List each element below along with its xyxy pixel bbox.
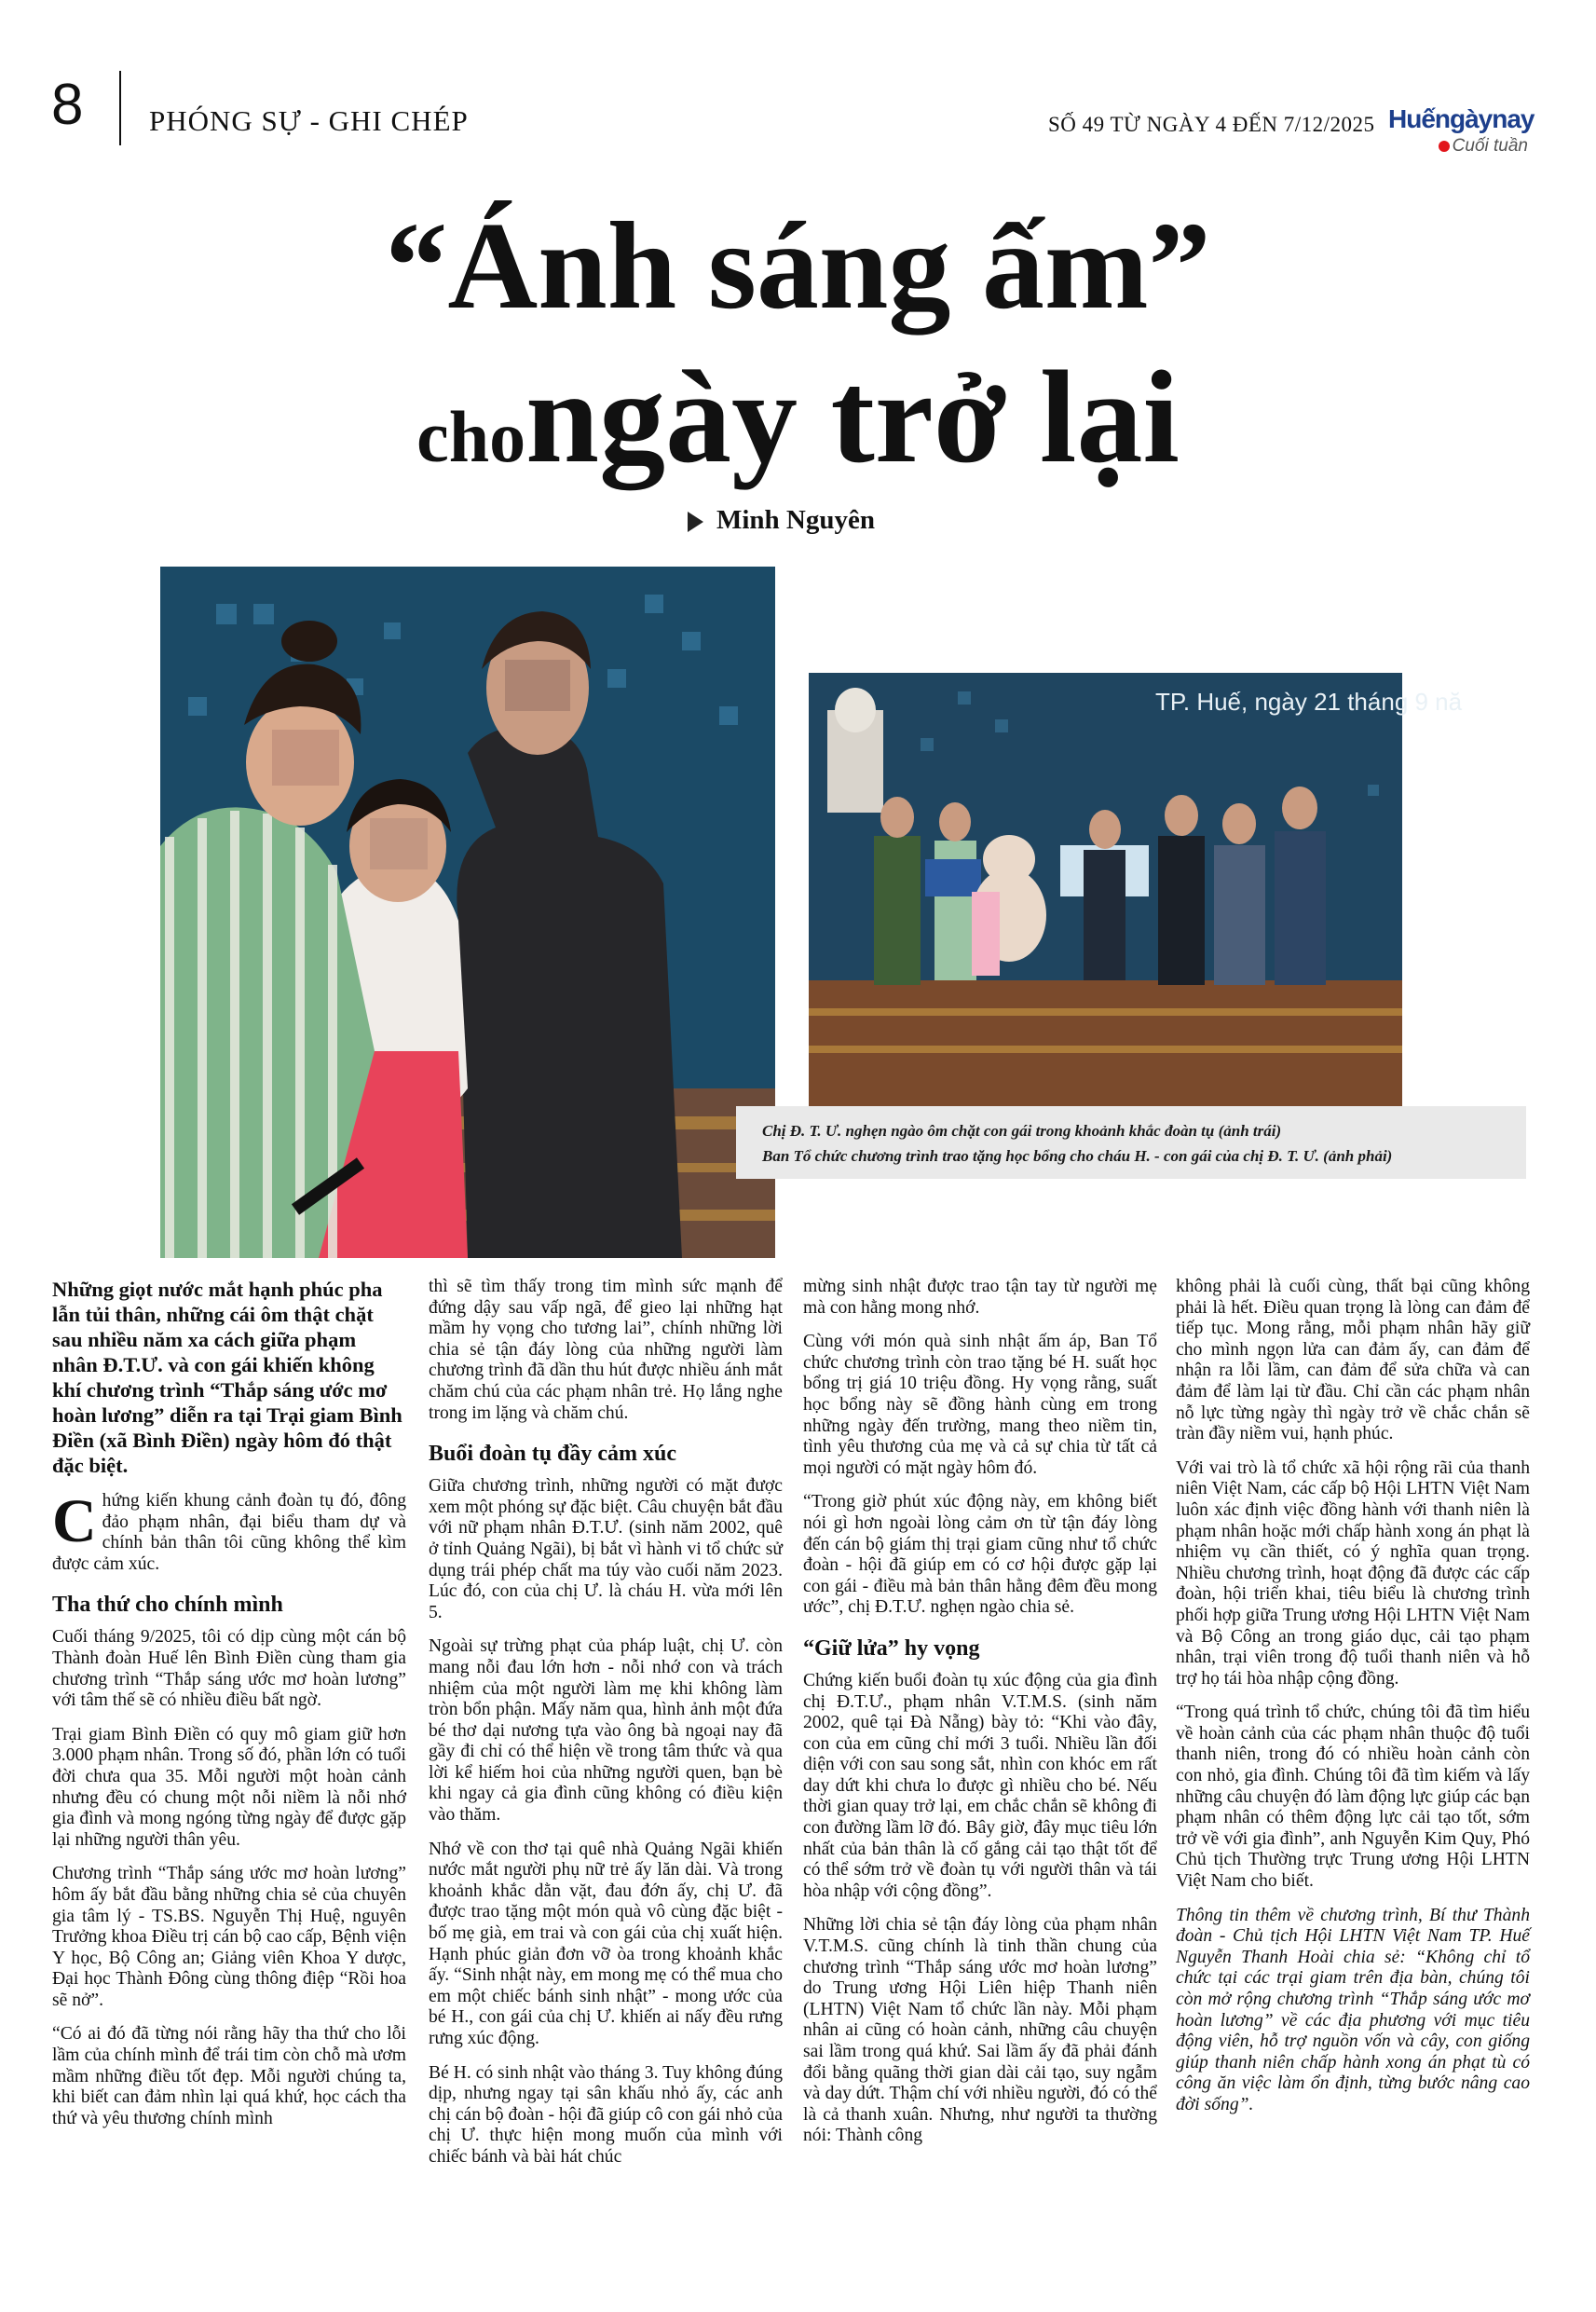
subheading: “Giữ lửa” hy vọng: [803, 1635, 980, 1661]
caption-line: Ban Tổ chức chương trình trao tặng học bổng cho cháu H. - con gái của chị Đ. T. Ư. (ảnh phải): [762, 1147, 1393, 1165]
paragraph: “Trong quá trình tổ chức, chúng tôi đã tìm hiểu về hoàn cảnh của các phạm nhân thuộc độ tuổi thanh niên, trong đó có nhiều hoàn cảnh còn con nhỏ, gia đình. Chúng tôi đã tìm kiếm và lấy những câu chuyện đó làm động lực giúp các bạn phạm nhân có thêm động lực cải tạo tốt, sớm trở về với gia đình”, anh Nguyễn Kim Quy, Phó Chủ tịch Thường trực Trung ương Hội LHTN Việt Nam cho biết.: [1176, 1703, 1530, 1892]
issue-info: SỐ 49 TỪ NGÀY 4 ĐẾN 7/12/2025: [1048, 113, 1375, 136]
header-divider: [119, 71, 121, 145]
title-big-words: ngày trở lại: [525, 343, 1180, 490]
paragraph: mừng sinh nhật được trao tận tay từ người mẹ mà con hằng mong nhớ.: [803, 1277, 1157, 1318]
article-title-line1: “Ánh sáng ấm”: [385, 197, 1211, 335]
photo-caption: [762, 1118, 1517, 1169]
column-3: [803, 1277, 1157, 2160]
paragraph: Chứng kiến buổi đoàn tụ xúc động của gia đình chị Đ.T.Ư., phạm nhân V.T.M.S. (sinh năm 2002, quê tại Đà Nẵng) bày tỏ: “Khi vào đây, con của em cũng chỉ mới 3 tuổi. Nhiều lần đối diện với con sau song sắt, nhìn con khóc em rất day dứt khi chưa lo được gì nhiều cho bé. Nếu thời gian quay trở lại, em chắc chắn sẽ không đi con đường lầm lỡ đó. Bây giờ, đây mục tiêu lớn nhất của bản thân là cố gắng cải tạo thật tốt để có thể sớm trở về đoàn tụ với người thân và tái hòa nhập với cộng đồng”.: [803, 1670, 1157, 1901]
author-name: Minh Nguyên: [716, 505, 876, 535]
masthead-logo: [1388, 104, 1535, 157]
photo-scholarship-graphic: [809, 673, 1463, 1106]
brand-dot-icon: [1439, 141, 1450, 152]
brand-sub: Cuối tuần: [1388, 136, 1528, 157]
article-title-line2: [0, 343, 1596, 507]
paragraph: không phải là cuối cùng, thất bại cũng không phải là hết. Điều quan trọng là lòng can đảm để tiếp tục. Mong rằng, mỗi phạm nhân hãy giữ cho mình ngọn lửa can đảm ấy, can đảm để nhận ra lỗi lầm, can đảm để sửa chữa và can đảm để làm lại từ đầu. Chỉ cần các phạm nhân nỗ lực từng ngày thì ngày trở về chắc chắn sẽ tràn đầy niềm vui, hạnh phúc.: [1176, 1277, 1530, 1444]
title-small-word: cho: [416, 396, 526, 477]
paragraph: Những lời chia sẻ tận đáy lòng của phạm nhân V.T.M.S. cũng chính là tinh thần chung của chương trình “Thắp sáng ước mơ hoàn lương” do Trung ương Hội Liên hiệp Thanh niên (LHTN) Việt Nam tổ chức lần này. Mỗi phạm nhân ai cũng có hoàn cảnh, những câu chuyện sai lầm trong quá khứ. Sai lầm ấy đã phải đánh đổi bằng quãng thời gian dài cải tạo, suy ngẫm và day dứt. Thậm chí với nhiều người, đó có thể là cả thanh xuân. Nhưng, như người ta thường nói: Thành công: [803, 1915, 1157, 2146]
byline: [688, 505, 875, 536]
section-label: PHÓNG SỰ - GHI CHÉP: [149, 104, 469, 137]
paragraph: Với vai trò là tổ chức xã hội rộng rãi của thanh niên Việt Nam, các cấp bộ Hội LHTN Việt Nam luôn xác định việc đồng hành với thanh niên là phạm nhân hoặc mới chấp hành xong án phạt là nhiệm vụ cần thiết, có ý nghĩa quan trọng. Nhiều chương trình, hoạt động đã được các cấp đoàn, hội triển khai, tiêu biểu là chương trình phối hợp giữa Trung ương Hội LHTN Việt Nam và Bộ Công an trong giáo dục, cải tạo phạm nhân, trại viên trong độ tuổi thanh niên và hỗ trợ họ tái hòa nhập cộng đồng.: [1176, 1457, 1530, 1689]
dropcap: C: [52, 1487, 97, 1555]
subheading: Buổi đoàn tụ đầy cảm xúc: [429, 1442, 677, 1467]
paragraph: Nhớ về con thơ tại quê nhà Quảng Ngãi khiến nước mắt người phụ nữ trẻ ấy lăn dài. Và trong khoảnh khắc dằn vặt, đau đớn ấy, chị Ư. đã được trao tặng một món quà vô cùng đặc biệt - bố mẹ già, em trai và con gái của chị xuất hiện. Hạnh phúc giản đơn vỡ òa trong khoảnh khắc ấy. “Sinh nhật này, em mong mẹ có thể mua cho em một chiếc bánh sinh nhật” - mong ước của bé H., con gái của chị Ư. khiến ai nấy đều rưng rưng xúc động.: [429, 1839, 783, 2048]
paragraph: Ngoài sự trừng phạt của pháp luật, chị Ư. còn mang nỗi đau lớn hơn - nỗi nhớ con và trách nhiệm của một người làm mẹ khi không làm tròn bổn phận. Mấy năm qua, hình ảnh một đứa bé thơ dại nương tựa vào ông bà ngoại nay đã gầy đi chỉ có thể hiện về trong tâm thức và qua lời kể hiếm hoi của những người quen, bạn bè khi ngay cả gia đình cũng không có điều kiện vào thăm.: [429, 1636, 783, 1826]
paragraph: “Trong giờ phút xúc động này, em không biết nói gì hơn ngoài lòng cảm ơn từ tận đáy lòng đến cán bộ giám thị trại giam cũng như tổ chức đoàn - hội đã giúp em có cơ hội được gặp lại con gái - điều mà bản thân hằng đêm đều mong ước”, chị Đ.T.Ư. nghẹn ngào chia sẻ.: [803, 1492, 1157, 1618]
photo-reunion: [160, 567, 775, 1258]
stage-banner-text: TP. Huế, ngày 21 tháng 9 nă: [1155, 688, 1463, 716]
column-2: [429, 1277, 783, 2182]
paragraph: thì sẽ tìm thấy trong tim mình sức mạnh để đứng dậy sau vấp ngã, để gieo lại những hạt mầm hy vọng cho tương lai”, chính những lời chia sẻ tận đáy lòng của những người làm chương trình đã dần thu hút được nhiều ánh mắt chăm chú của các phạm nhân trẻ. Họ lắng nghe trong im lặng và chăm chú.: [429, 1277, 783, 1423]
paragraph: Thông tin thêm về chương trình, Bí thư Thành đoàn - Chủ tịch Hội LHTN Việt Nam TP. Huế Nguyễn Thanh Hoài chia sẻ: “Không chỉ tổ chức tại các trại giam trên địa bàn, chúng tôi còn mở rộng chương trình “Thắp sáng ước mơ hoàn lương” về các địa phương với mục tiêu động viên, hỗ trợ nguồn vốn và cây, con giống giúp thanh niên chấp hành xong án phạt tù có công ăn việc làm ổn định, từng bước nâng cao đời sống”.: [1176, 1905, 1530, 2114]
brand-name: Huếngàynay: [1388, 104, 1535, 133]
lead-paragraph: Những giọt nước mắt hạnh phúc pha lẫn tủi thân, những cái ôm thật chặt sau nhiều năm xa cách giữa phạm nhân Đ.T.Ư. và con gái khiến không khí chương trình “Thắp sáng ước mơ hoàn lương” diễn ra tại Trại giam Bình Điền (xã Bình Điền) ngày hôm đó thật đặc biệt.: [52, 1278, 402, 1477]
column-1: [52, 1277, 406, 2142]
paragraph: Cùng với món quà sinh nhật ấm áp, Ban Tổ chức chương trình còn trao tặng bé H. suất học bổng trị giá 10 triệu đồng. Hy vọng rằng, suất học bổng này sẽ đồng hành cùng em trong những ngày đến trường, mang theo niềm tin, tình yêu thương của mẹ và cả sự chia từ tất cả mọi người có mặt ngày hôm đó.: [803, 1332, 1157, 1478]
page-number: 8: [51, 73, 84, 137]
paragraph: Cuối tháng 9/2025, tôi có dịp cùng một cán bộ Thành đoàn Huế lên Bình Điền cùng tham gia chương trình “Thắp sáng ước mơ hoàn lương” với tâm thế sẽ có nhiều điều bất ngờ.: [52, 1627, 406, 1711]
italic-block: [1176, 1906, 1530, 2116]
paragraph: Bé H. có sinh nhật vào tháng 3. Tuy không đúng dịp, nhưng ngay tại sân khấu nhỏ ấy, các anh chị cán bộ đoàn - hội đã giúp cô con gái nhỏ của chị Ư. thực hiện mong muốn của mình với chiếc bánh và bài hát chúc: [429, 2062, 783, 2167]
caption-line: Chị Đ. T. Ư. nghẹn ngào ôm chặt con gái trong khoảnh khắc đoàn tụ (ảnh trái): [762, 1122, 1282, 1140]
play-triangle-icon: [688, 512, 703, 532]
paragraph: “Có ai đó đã từng nói rằng hãy tha thứ cho lỗi lầm của chính mình để trái tim còn chỗ mà ươm mầm những điều tốt đẹp. Mỗi người chúng ta, khi biết can đảm nhìn lại quá khứ, học cách tha thứ và yêu thương chính mình: [52, 2024, 406, 2128]
photo-reunion-graphic: [160, 567, 775, 1258]
paragraph: Chương trình “Thắp sáng ước mơ hoàn lương” hôm ấy bắt đầu bằng những chia sẻ của chuyên gia tâm lý - TS.BS. Nguyễn Thị Huệ, nguyên Trưởng khoa Điều trị cán bộ cao cấp, Bệnh viện Y học, Bộ Công an; Giảng viên Khoa Y dược, Đại học Thành Đông cùng thông điệp “Rồi hoa sẽ nở”.: [52, 1864, 406, 2010]
column-4: [1176, 1277, 1530, 2129]
subheading: Tha thứ cho chính mình: [52, 1593, 283, 1618]
paragraph: Giữa chương trình, những người có mặt được xem một phóng sự đặc biệt. Câu chuyện bắt đầu với nữ phạm nhân Đ.T.Ư. (sinh năm 2002, quê ở tỉnh Quảng Ngãi), bị bắt vì hành vi tổ chức sử dụng trái phép chất ma túy vào cuối năm 2023. Lúc đó, con của chị Ư. là cháu H. vừa mới lên 5.: [429, 1476, 783, 1622]
photo-scholarship: [809, 673, 1463, 1106]
paragraph: Trại giam Bình Điền có quy mô giam giữ hơn 3.000 phạm nhân. Trong số đó, phần lớn có tuổi đời chưa qua 35. Mỗi người một hoàn cảnh nhưng đều có chung một nỗi niềm là nỗi nhớ gia đình và mong ngóng từng ngày để được gặp lại những người thân yêu.: [52, 1724, 406, 1850]
paragraph: Chứng kiến khung cảnh đoàn tụ đó, đông đảo phạm nhân, đại biểu tham dự và chính bản thân tôi cũng không thể kìm được cảm xúc.: [52, 1487, 406, 1574]
